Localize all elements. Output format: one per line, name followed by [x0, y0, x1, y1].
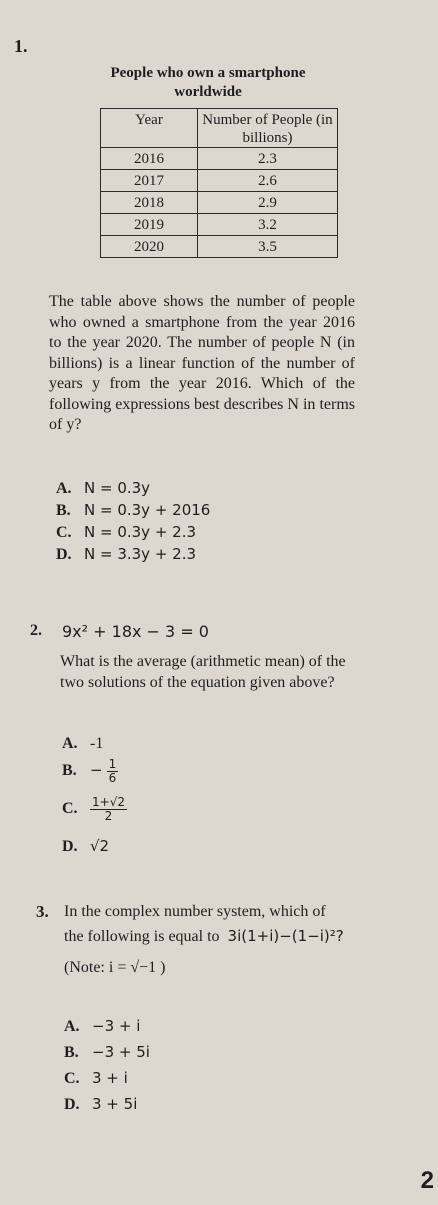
table-header-row: [101, 109, 338, 148]
fraction: [107, 758, 119, 785]
q3-choice-c[interactable]: [64, 1068, 128, 1089]
q2-choice-d[interactable]: [62, 836, 109, 857]
table-row: [101, 214, 338, 236]
choice-label: A.: [56, 480, 72, 497]
table-cell-people: 3.5: [198, 236, 338, 258]
table-cell-people: 2.6: [198, 170, 338, 192]
choice-text: N = 0.3y + 2016: [84, 501, 211, 519]
page-number: 2: [420, 1167, 434, 1194]
q1-choice-c[interactable]: [56, 522, 196, 543]
table-cell-year: 2018: [101, 192, 198, 214]
q3-choice-a[interactable]: [64, 1016, 140, 1037]
choice-label: D.: [56, 546, 72, 563]
q2-choice-b[interactable]: [62, 758, 118, 785]
table-cell-people: 2.9: [198, 192, 338, 214]
q3-choice-d[interactable]: [64, 1094, 137, 1115]
question-1-text: The table above shows the number of people who owned a smartphone from the year 2016 to the year 2020. The number of people N (in billions) is a linear function of the number of years y from the year 2016. Which of the following expressions best describes N in terms of y?: [49, 293, 355, 433]
table-row: [101, 236, 338, 258]
question-3-expression: 3i(1+i)−(1−i)²?: [227, 927, 344, 945]
fraction: [90, 796, 127, 823]
question-2-number: 2.: [30, 622, 42, 639]
table-cell-year: 2019: [101, 214, 198, 236]
table-row: [101, 192, 338, 214]
choice-text: 3 + 5i: [92, 1095, 138, 1113]
table-title-line1: People who own a smartphone: [110, 65, 306, 81]
question-3-number: 3.: [36, 902, 49, 921]
choice-label: B.: [56, 502, 71, 519]
choice-label: C.: [64, 1070, 80, 1087]
choice-label: B.: [64, 1044, 79, 1061]
question-1-number: 1.: [14, 36, 28, 56]
q1-choice-d[interactable]: [56, 544, 196, 565]
choice-text: -1: [90, 735, 104, 752]
choice-text: −3 + 5i: [92, 1043, 150, 1061]
table-row: [101, 170, 338, 192]
table-row: [101, 148, 338, 170]
question-2-equation: 9x² + 18x − 3 = 0: [62, 622, 209, 641]
q3-choice-b[interactable]: [64, 1042, 150, 1063]
header-year: Year: [101, 109, 198, 148]
fraction-numerator: 1: [108, 757, 117, 771]
q1-choice-a[interactable]: [56, 478, 150, 499]
choice-sign: −: [90, 761, 103, 780]
choice-text: √2: [90, 837, 110, 855]
table-cell-people: 2.3: [198, 148, 338, 170]
q2-choice-a[interactable]: [62, 734, 103, 754]
question-3-line2-text: the following is equal to: [64, 928, 220, 945]
question-2-text: [60, 652, 360, 693]
question-3-line1: In the complex number system, which of: [64, 903, 326, 920]
header-people: Number of People (in billions): [198, 109, 338, 148]
table-title-line2: worldwide: [174, 84, 242, 100]
choice-label: C.: [62, 800, 78, 818]
fraction-denominator: 6: [108, 771, 117, 785]
choice-label: D.: [62, 838, 78, 855]
q2-choice-c[interactable]: [62, 796, 127, 823]
smartphone-table: [100, 108, 338, 258]
choice-text: 3 + i: [92, 1069, 128, 1087]
question-3-note: (Note: i = √−1 ): [64, 959, 166, 976]
q1-choice-b[interactable]: [56, 500, 210, 521]
table-cell-year: 2017: [101, 170, 198, 192]
table-cell-people: 3.2: [198, 214, 338, 236]
choice-label: B.: [62, 762, 77, 780]
choice-label: A.: [64, 1018, 80, 1035]
choice-text: N = 3.3y + 2.3: [84, 545, 197, 563]
choice-text: N = 0.3y + 2.3: [84, 523, 197, 541]
fraction-numerator: 1+√2: [92, 795, 125, 809]
fraction-denominator: 2: [104, 809, 113, 823]
choice-text: −3 + i: [92, 1017, 141, 1035]
question-3-line2: [64, 926, 344, 947]
choice-label: A.: [62, 735, 78, 752]
table-cell-year: 2020: [101, 236, 198, 258]
choice-label: D.: [64, 1096, 80, 1113]
table-cell-year: 2016: [101, 148, 198, 170]
question-2-paragraph: What is the average (arithmetic mean) of the two solutions of the equation given above?: [60, 653, 346, 691]
choice-text: N = 0.3y: [84, 479, 151, 497]
choice-label: C.: [56, 524, 72, 541]
